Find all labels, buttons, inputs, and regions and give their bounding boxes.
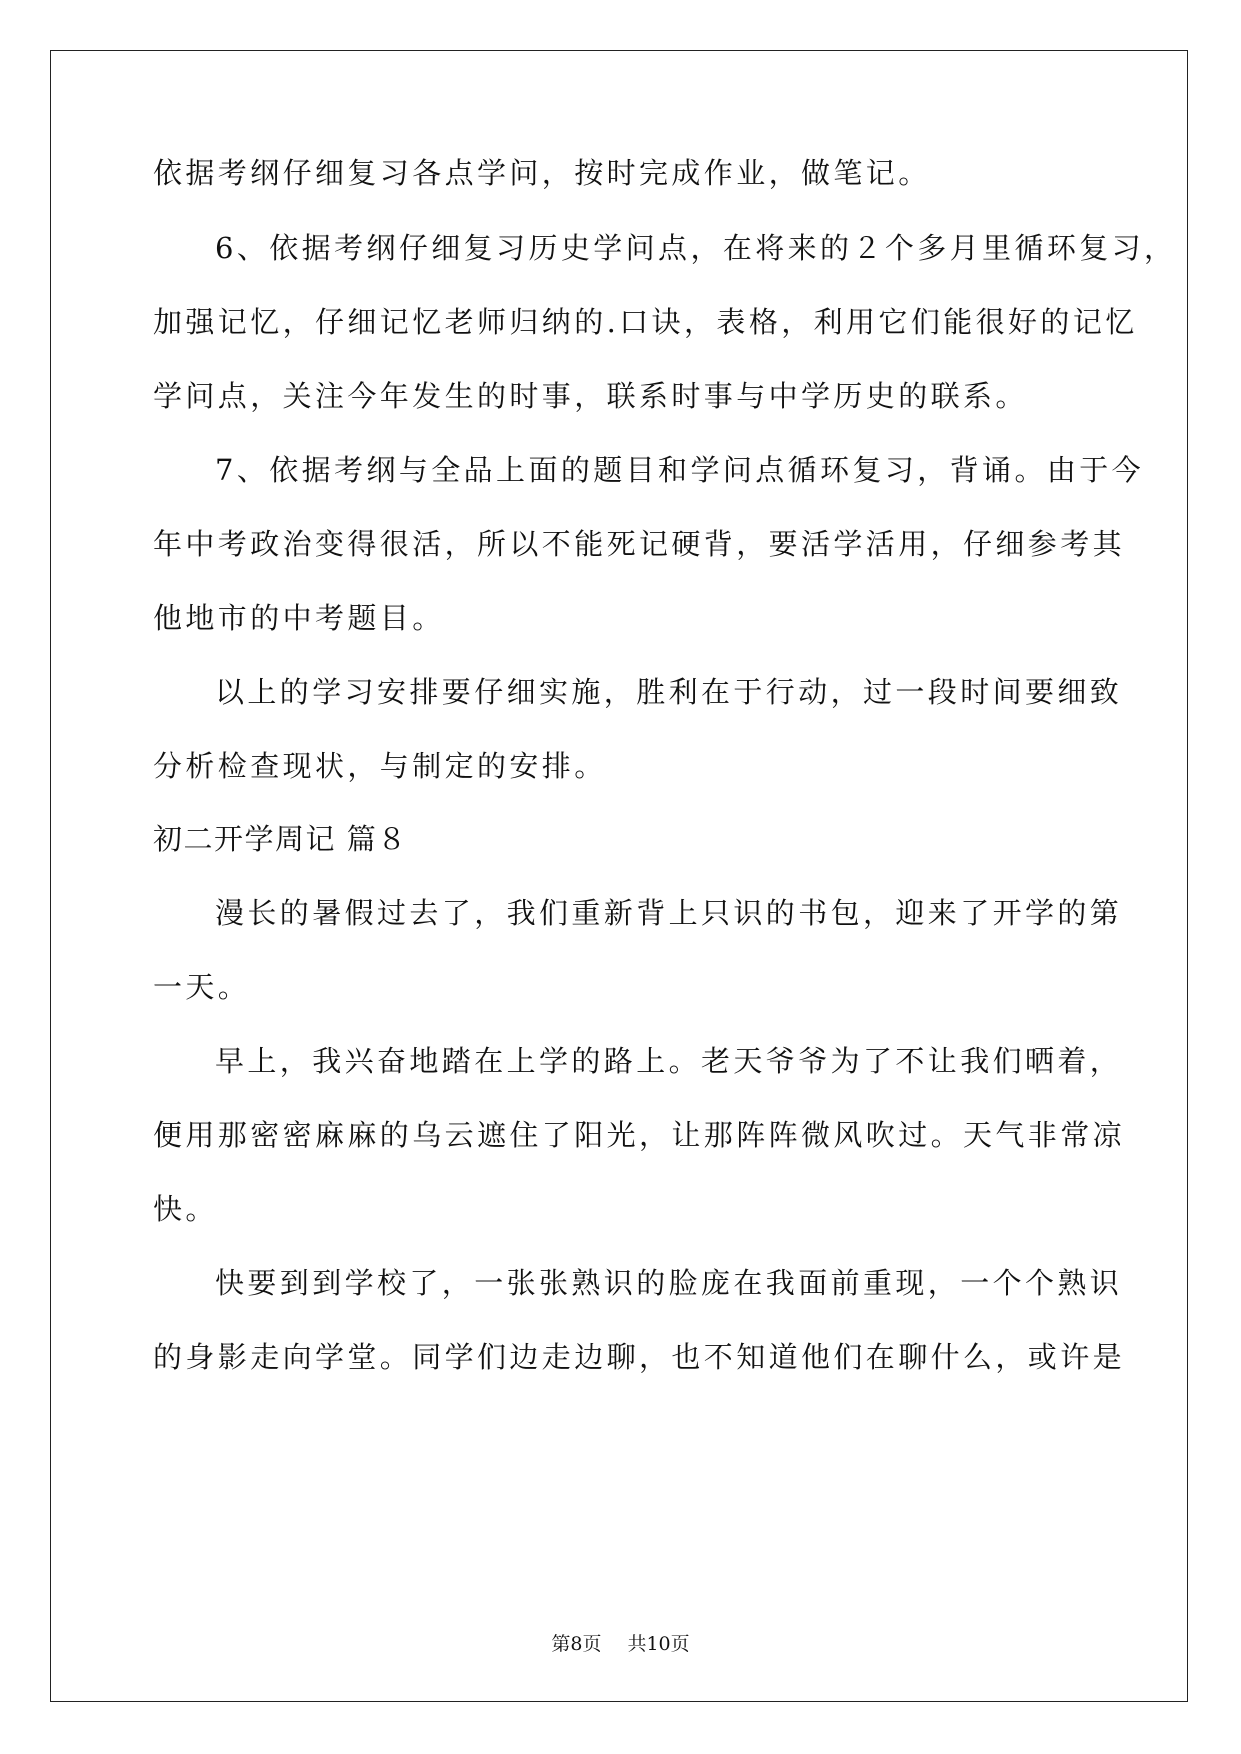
body-line-9: 分析检查现状，与制定的安排。 (153, 749, 607, 783)
body-line-11: 一天。 (153, 970, 251, 1004)
body-line-14: 快。 (153, 1192, 218, 1226)
body-line-12: 早上，我兴奋地踏在上学的路上。老天爷爷为了不让我们晒着， (215, 1044, 1123, 1078)
body-line-5: 7、依据考纲与全品上面的题目和学问点循环复习，背诵。由于今 (215, 453, 1145, 487)
body-line-13: 便用那密密麻麻的乌云遮住了阳光，让那阵阵微风吹过。天气非常凉 (153, 1118, 1126, 1152)
body-line-1: 依据考纲仔细复习各点学问，按时完成作业，做笔记。 (153, 156, 931, 190)
page-total: 共10页 (627, 1633, 690, 1655)
body-line-6: 年中考政治变得很活，所以不能死记硬背，要活学活用，仔细参考其 (153, 527, 1126, 561)
body-line-16: 的身影走向学堂。同学们边走边聊，也不知道他们在聊什么，或许是 (153, 1340, 1126, 1374)
body-line-7: 他地市的中考题目。 (153, 601, 445, 635)
section-heading: 初二开学周记 篇８ (153, 822, 408, 856)
body-line-4: 学问点，关注今年发生的时事，联系时事与中学历史的联系。 (153, 379, 1028, 413)
page-number: 第8页 (551, 1633, 602, 1655)
page-footer (0, 1632, 1241, 1656)
body-line-2: 6、依据考纲仔细复习历史学问点，在将来的２个多月里循环复习， (215, 231, 1177, 265)
body-line-8: 以上的学习安排要仔细实施，胜利在于行动，过一段时间要细致 (215, 675, 1123, 709)
body-line-3: 加强记忆，仔细记忆老师归纳的.口诀，表格，利用它们能很好的记忆 (153, 305, 1138, 339)
page-border (50, 50, 1188, 1702)
body-line-15: 快要到到学校了，一张张熟识的脸庞在我面前重现，一个个熟识 (215, 1266, 1123, 1300)
body-line-10: 漫长的暑假过去了，我们重新背上只识的书包，迎来了开学的第 (215, 896, 1123, 930)
